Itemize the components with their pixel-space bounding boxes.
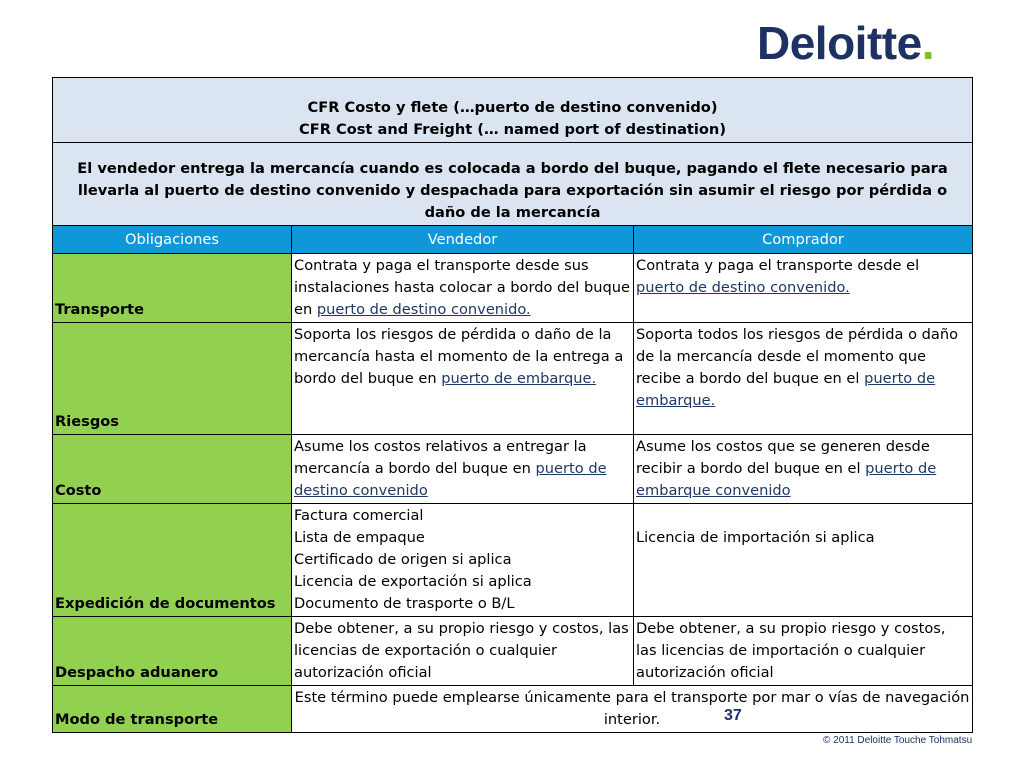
page-number: 37 bbox=[724, 707, 742, 724]
label-expedicion: Expedición de documentos bbox=[53, 504, 292, 617]
documento-item: Documento de trasporte o B/L bbox=[294, 595, 515, 612]
documento-item: Lista de empaque bbox=[294, 529, 425, 546]
documento-item: Certificado de origen si aplica bbox=[294, 551, 512, 568]
comprador-transporte bbox=[634, 254, 973, 323]
comprador-riesgos-text: Soporta todos los riesgos de pérdida o daño de la mercancía desde el momento que recibe a bordo del buque en el bbox=[636, 326, 959, 387]
comprador-expedicion: Licencia de importación si aplica bbox=[634, 504, 973, 617]
label-costo: Costo bbox=[53, 435, 292, 504]
header-obligaciones: Obligaciones bbox=[53, 226, 292, 254]
vendedor-costo-link: puerto de destino convenido bbox=[294, 460, 607, 499]
title-line-2: CFR Cost and Freight (… named port of destination) bbox=[299, 121, 726, 138]
documento-item: Licencia de exportación si aplica bbox=[294, 573, 532, 590]
title-cell bbox=[53, 78, 973, 143]
row-costo bbox=[53, 435, 973, 504]
label-transporte: Transporte bbox=[53, 254, 292, 323]
description-row bbox=[53, 143, 973, 226]
header-vendedor: Vendedor bbox=[292, 226, 634, 254]
comprador-despacho: Debe obtener, a su propio riesgo y costos, las licencias de importación o cualquier autorización oficial bbox=[634, 617, 973, 686]
cfr-table bbox=[52, 77, 973, 733]
modo-texto: Este término puede emplearse únicamente para el transporte por mar o vías de navegación interior. bbox=[292, 686, 973, 733]
documento-item: Factura comercial bbox=[294, 507, 424, 524]
header-comprador: Comprador bbox=[634, 226, 973, 254]
row-despacho bbox=[53, 617, 973, 686]
title-row bbox=[53, 78, 973, 143]
vendedor-riesgos-text: Soporta los riesgos de pérdida o daño de la mercancía hasta el momento de la entrega a bordo del buque en bbox=[294, 326, 624, 387]
vendedor-transporte bbox=[292, 254, 634, 323]
row-transporte bbox=[53, 254, 973, 323]
comprador-riesgos-link: puerto de embarque. bbox=[636, 370, 936, 409]
comprador-costo-text: Asume los costos que se generen desde recibir a bordo del buque en el bbox=[636, 438, 930, 477]
row-riesgos bbox=[53, 323, 973, 435]
label-modo: Modo de transporte bbox=[53, 686, 292, 733]
comprador-costo-link: puerto de embarque convenido bbox=[636, 460, 937, 499]
description-cell: El vendedor entrega la mercancía cuando es colocada a bordo del buque, pagando el flete necesario para llevarla al puerto de destino convenido y despachada para exportación sin asumir el riesgo por pérdida o daño de la mercancía bbox=[53, 143, 973, 226]
vendedor-transporte-link: puerto de destino convenido. bbox=[316, 301, 531, 318]
vendedor-costo bbox=[292, 435, 634, 504]
copyright-notice: © 2011 Deloitte Touche Tohmatsu bbox=[823, 735, 973, 746]
label-riesgos: Riesgos bbox=[53, 323, 292, 435]
label-despacho: Despacho aduanero bbox=[53, 617, 292, 686]
comprador-costo bbox=[634, 435, 973, 504]
logo-dot: . bbox=[921, 17, 934, 69]
vendedor-despacho: Debe obtener, a su propio riesgo y costos, las licencias de exportación o cualquier autorización oficial bbox=[292, 617, 634, 686]
comprador-transporte-text: Contrata y paga el transporte desde el bbox=[636, 257, 920, 274]
vendedor-transporte-text: Contrata y paga el transporte desde sus instalaciones hasta colocar a bordo del buque en bbox=[294, 257, 630, 318]
comprador-riesgos bbox=[634, 323, 973, 435]
header-row bbox=[53, 226, 973, 254]
row-expedicion bbox=[53, 504, 973, 617]
title-line-1: CFR Costo y flete (…puerto de destino convenido) bbox=[307, 99, 718, 116]
comprador-transporte-link: puerto de destino convenido. bbox=[636, 279, 850, 296]
row-modo bbox=[53, 686, 973, 733]
vendedor-riesgos bbox=[292, 323, 634, 435]
vendedor-expedicion bbox=[292, 504, 634, 617]
vendedor-costo-text: Asume los costos relativos a entregar la mercancía a bordo del buque en bbox=[294, 438, 587, 477]
vendedor-riesgos-link: puerto de embarque. bbox=[441, 370, 597, 387]
logo-text: Deloitte bbox=[757, 17, 922, 69]
deloitte-logo bbox=[757, 17, 934, 69]
